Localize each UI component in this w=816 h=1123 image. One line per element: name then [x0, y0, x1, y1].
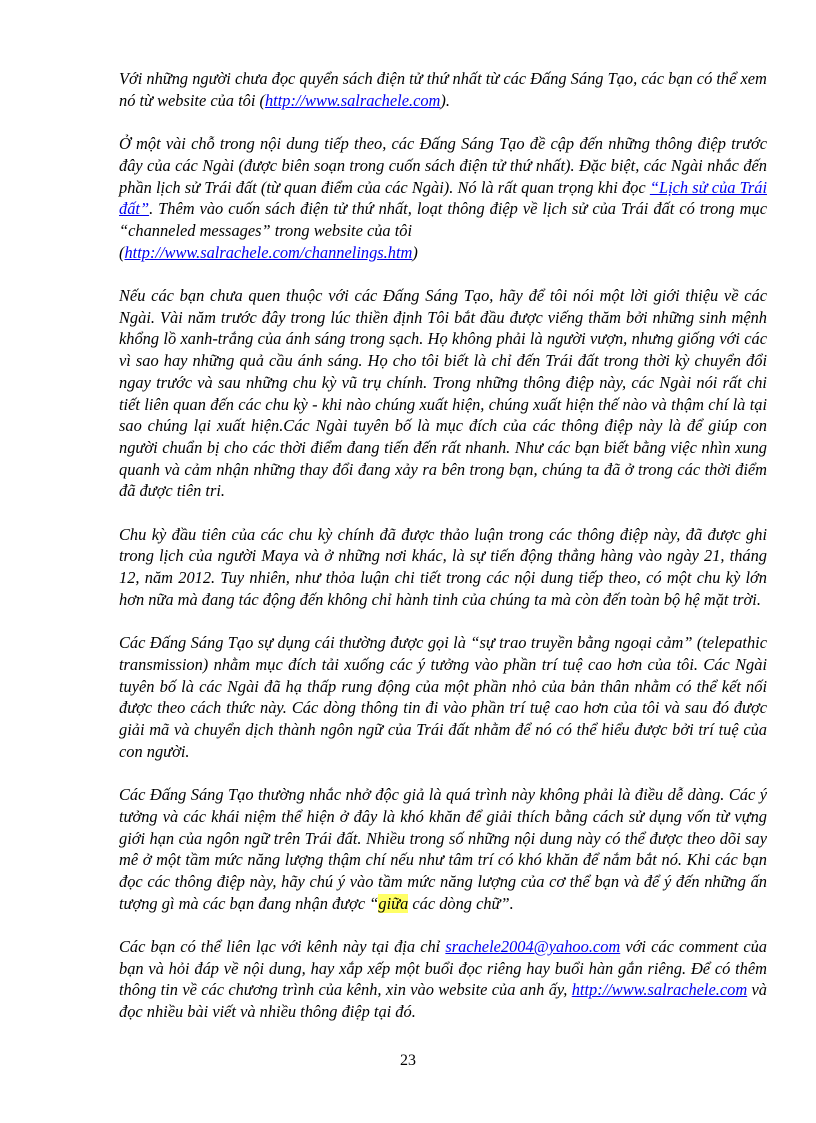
paragraph-5: Các Đấng Sáng Tạo sự dụng cái thường được gọi là “sự trao truyền bằng ngoại cảm” (telepathic transmission) nhằm mục đích tải xuống các ý tưởng vào phần trí tuệ cao hơn của tôi. Các Ngài tuyên bố là các Ngài đã hạ thấp rung động của một phần nhỏ của bản thân nhằm có thể kết nối được theo cách thức này. Các dòng thông tin đi vào phần trí tuệ cao hơn của tôi và sau đó được giải mã và chuyển dịch thành ngôn ngữ của Trái đất nhằm để nó có thể hiểu được bởi trí tuệ của con người. [119, 633, 767, 761]
paragraph-3: Nếu các bạn chưa quen thuộc với các Đấng Sáng Tạo, hãy để tôi nói một lời giới thiệu về các Ngài. Vài năm trước đây trong lúc thiền định Tôi bắt đầu được viếng thăm bởi những sinh mệnh khổng lồ xanh-trắng của ánh sáng trong sạch. Họ không phải là người vượn, nhưng giống với các vì sao hay những quả cầu ánh sáng. Họ cho tôi biết là chỉ đến Trái đất trong thời kỳ chuyển đổi ngay trước và sau những chu kỳ vũ trụ chính. Trong những thông điệp này, các Ngài nói rất chi tiết liên quan đến các chu kỳ - khi nào chúng xuất hiện, chúng xuất hiện thế nào và thậm chí là tại sao chúng lại xuất hiện.Các Ngài tuyên bố là mục đích của các thông điệp này là để giúp con người chuẩn bị cho các thời điểm đang tiến đến rất nhanh. Như các bạn biết bằng việc nhìn xung quanh và cảm nhận những thay đổi đang xảy ra bên trong bạn, chúng ta đã ở trong các thời điểm đã được tiên tri. [119, 286, 767, 501]
earth-history-link[interactable]: “Lịch sử của Trái đất” [119, 177, 767, 219]
page-body [119, 68, 767, 1045]
paragraph-4: Chu kỳ đầu tiên của các chu kỳ chính đã được thảo luận trong các thông điệp này, đã được ghi trong lịch của người Maya và ở những nơi khác, là sự tiến động thẳng hàng vào ngày 21, tháng 12, năm 2012. Tuy nhiên, như thỏa luận chi tiết trong các nội dung tiếp theo, có một chu kỳ lớn hơn nữa mà đang tác động đến không chỉ hành tinh của chúng ta mà còn đến toàn bộ hệ mặt trời. [119, 524, 767, 609]
paragraph-2: Ở một vài chỗ trong nội dung tiếp theo, các Đấng Sáng Tạo đề cập đến những thông điệp trước đây của các Ngài (được biên soạn trong cuốn sách điện tử thứ nhất). Đặc biệt, các Ngài nhắc đến phần lịch sử Trái đất (từ quan điểm của các Ngài). Nó là rất quan trọng khi đọc “Lịch sử của Trái đất”. Thêm vào cuốn sách điện tử thứ nhất, loạt thông điệp về lịch sử của Trái đất có trong mục “channeled messages” trong website của tôi (http://www.salrachele.com/channelings.htm) [119, 134, 767, 262]
email-link[interactable]: srachele2004@yahoo.com [445, 937, 621, 957]
website-link-2[interactable]: http://www.salrachele.com [571, 980, 748, 1000]
page-number: 23 [400, 1052, 416, 1069]
highlighted-word: giữa [378, 893, 409, 913]
paragraph-1: Với những người chưa đọc quyển sách điện tử thứ nhất từ các Đấng Sáng Tạo, các bạn có thể xem nó từ website của tôi (http://www.salrachele.com). [119, 69, 767, 110]
paragraph-7: Các bạn có thể liên lạc với kênh này tại địa chỉ srachele2004@yahoo.com với các comment của bạn và hỏi đáp về nội dung, hay xắp xếp một buổi đọc riêng hay buổi hàn gắn riêng. Để có thêm thông tin về các chương trình của kênh, xin vào website của anh ấy, http://www.salrachele.com và đọc nhiều bài viết và nhiều thông điệp tại đó. [119, 937, 767, 1022]
website-link[interactable]: http://www.salrachele.com [264, 90, 441, 110]
paragraph-6: Các Đấng Sáng Tạo thường nhắc nhở độc giả là quá trình này không phải là điều dễ dàng. Các ý tưởng và các khái niệm thể hiện ở đây là khó khăn để giải thích bằng cách sử dụng vốn từ vựng giới hạn của ngôn ngữ trên Trái đất. Nhiều trong số những nội dung này có thể được theo dõi say mê ở một tầm mức năng lượng thậm chí nếu như tâm trí có khó khăn để nắm bắt nó. Khi các bạn đọc các thông điệp này, hãy chú ý vào tầm mức năng lượng của cơ thể bạn và để ý đến những ấn tượng gì mà các bạn đang nhận được “giữa các dòng chữ”. [119, 785, 767, 913]
channelings-link[interactable]: http://www.salrachele.com/channelings.htm [124, 242, 413, 262]
